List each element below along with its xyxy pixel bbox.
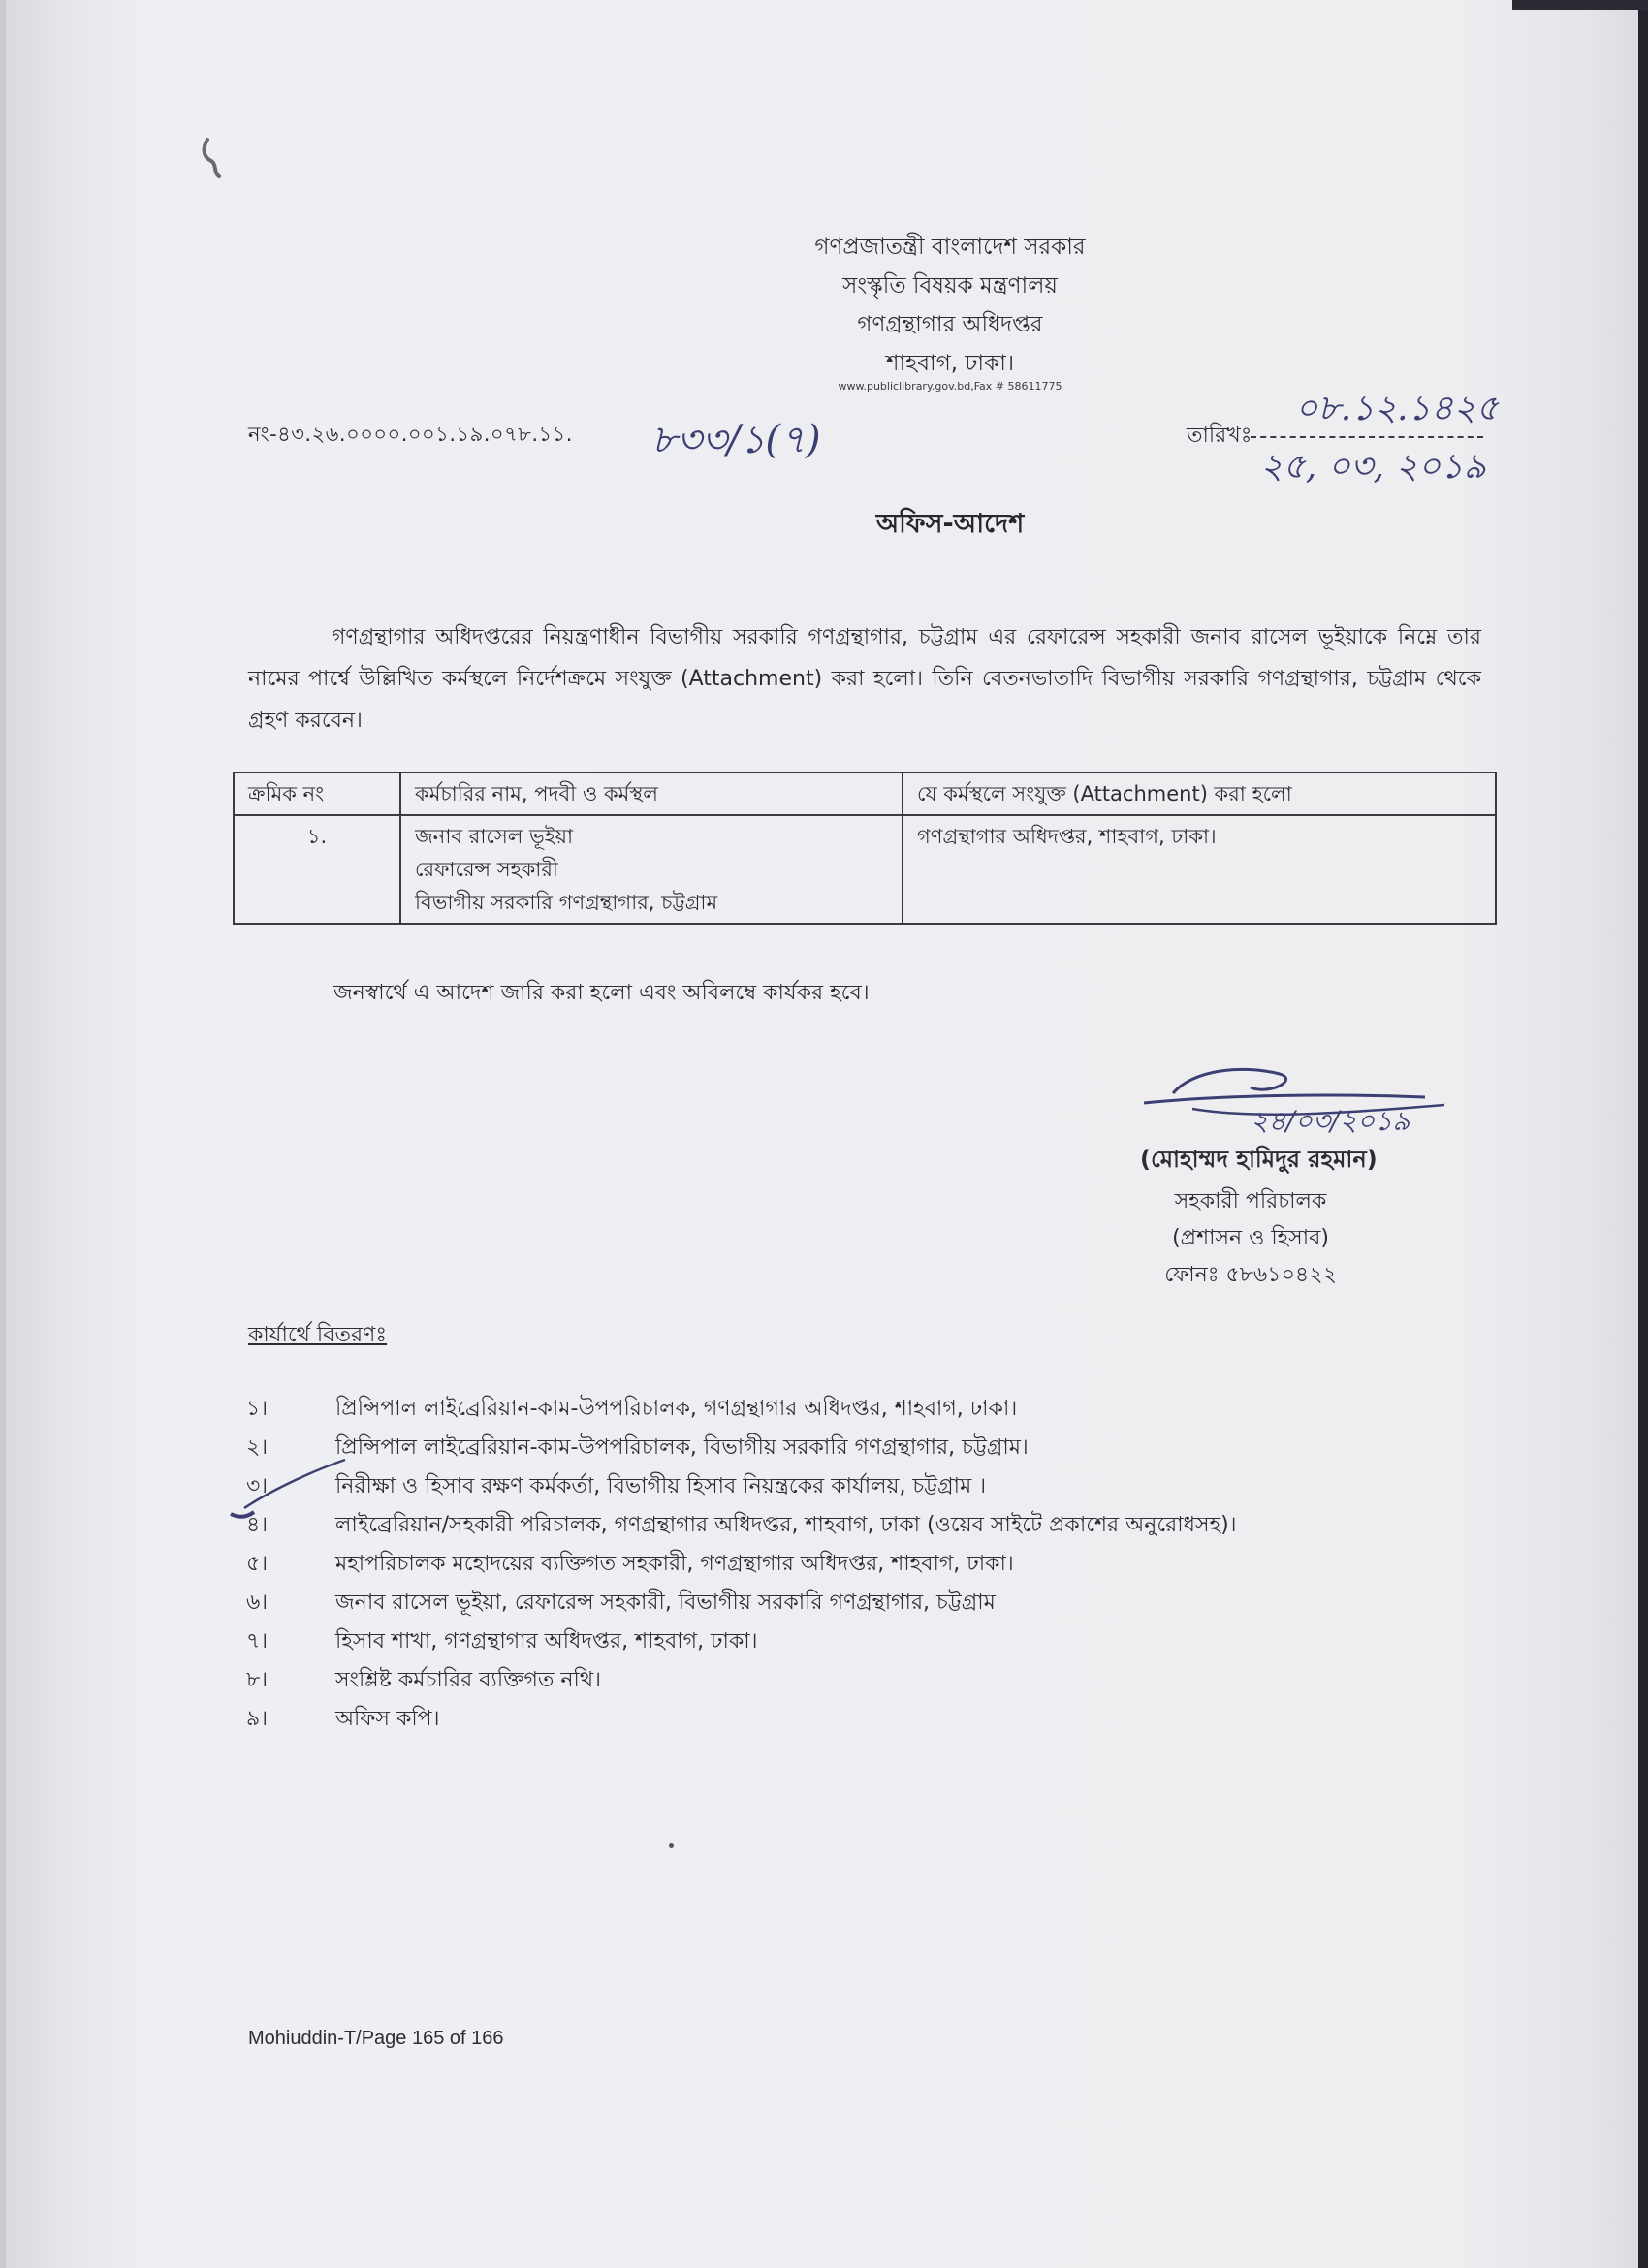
page-footer: Mohiuddin-T/Page 165 of 166 xyxy=(248,2028,504,2049)
list-item: ৩। নিরীক্ষা ও হিসাব রক্ষণ কর্মকর্তা, বিভাগীয় হিসাব নিয়ন্ত্রকের কার্যালয়, চট্টগ্রাম । xyxy=(246,1474,987,1498)
handwritten-tick-mark xyxy=(229,1454,364,1541)
memo-number-handwritten: ৮৩৩/১(৭) xyxy=(651,418,821,462)
signatory-designation: সহকারী পরিচালক xyxy=(1174,1189,1327,1213)
signatory-phone: ফোনঃ ৫৮৬১০৪২২ xyxy=(1164,1263,1337,1287)
scan-top-edge xyxy=(1512,0,1648,10)
employee-designation: রেফারেন্স সহকারী xyxy=(415,858,558,881)
table-header-employee: কর্মচারির নাম, পদবী ও কর্মস্থল xyxy=(400,772,903,815)
closing-statement: জনস্বার্থে এ আদেশ জারি করা হলো এবং অবিলম্বে কার্যকর হবে। xyxy=(333,981,870,1005)
document-title: অফিস-আদেশ xyxy=(875,509,1025,539)
header-website-fax: www.publiclibrary.gov.bd,Fax # 58611775 xyxy=(838,380,1062,393)
table-row xyxy=(234,815,1496,924)
signatory-name: (মোহাম্মদ হামিদুর রহমান) xyxy=(1140,1146,1378,1173)
list-item: ৮। সংশ্লিষ্ট কর্মচারির ব্যক্তিগত নথি। xyxy=(246,1668,601,1692)
staple-mark xyxy=(200,136,227,180)
header-department: গণগ্রন্থাগার অধিদপ্তর xyxy=(857,312,1043,337)
date-dotted-line xyxy=(1251,436,1483,438)
header-government: গণপ্রজাতন্ত্রী বাংলাদেশ সরকার xyxy=(814,235,1086,260)
scan-left-edge xyxy=(0,0,6,2268)
employee-name: জনাব রাসেল ভূইয়া xyxy=(415,825,574,848)
date-handwritten-bangla: ০৮.১২.১৪২৫ xyxy=(1295,389,1499,428)
table-cell-serial: ১. xyxy=(234,815,400,924)
table-cell-attached-to: গণগ্রন্থাগার অধিদপ্তর, শাহবাগ, ঢাকা। xyxy=(903,815,1496,924)
date-handwritten-gregorian: ২৫, ০৩, ২০১৯ xyxy=(1260,447,1486,487)
employee-workplace: বিভাগীয় সরকারি গণগ্রন্থাগার, চট্টগ্রাম xyxy=(415,891,718,914)
signatory-section: (প্রশাসন ও হিসাব) xyxy=(1172,1226,1329,1250)
scan-right-edge xyxy=(1638,0,1648,2268)
list-item: ৭। হিসাব শাখা, গণগ্রন্থাগার অধিদপ্তর, শাহবাগ, ঢাকা। xyxy=(246,1629,758,1654)
distribution-heading: কার্যার্থে বিতরণঃ xyxy=(248,1323,388,1347)
order-body xyxy=(248,616,1481,741)
list-item: ১। প্রিন্সিপাল লাইব্রেরিয়ান-কাম-উপপরিচালক, গণগ্রন্থাগার অধিদপ্তর, শাহবাগ, ঢাকা। xyxy=(246,1397,1018,1421)
list-item: ৯। অফিস কপি। xyxy=(246,1707,440,1731)
signature xyxy=(1134,1051,1454,1144)
table-header-serial: ক্রমিক নং xyxy=(234,772,400,815)
list-item: ৫। মহাপরিচালক মহোদয়ের ব্যক্তিগত সহকারী, গণগ্রন্থাগার অধিদপ্তর, শাহবাগ, ঢাকা। xyxy=(246,1552,1014,1576)
date-label: তারিখঃ xyxy=(1187,424,1252,448)
table-header-attached: যে কর্মস্থলে সংযুক্ত (Attachment) করা হলো xyxy=(903,772,1496,815)
signature-date: ২৪/০৩/২০১৯ xyxy=(1251,1105,1410,1137)
table-header-row xyxy=(234,772,1496,815)
list-item: ৬। জনাব রাসেল ভূইয়া, রেফারেন্স সহকারী, বিভাগীয় সরকারি গণগ্রন্থাগার, চট্টগ্রাম xyxy=(246,1591,996,1615)
table-cell-employee xyxy=(400,815,903,924)
list-item: ২। প্রিন্সিপাল লাইব্রেরিয়ান-কাম-উপপরিচালক, বিভাগীয় সরকারি গণগ্রন্থাগার, চট্টগ্রাম। xyxy=(246,1435,1029,1460)
scan-speck xyxy=(669,1843,674,1848)
header-ministry: সংস্কৃতি বিষয়ক মন্ত্রণালয় xyxy=(842,273,1058,299)
attachment-table xyxy=(233,772,1497,925)
list-item: ৪। লাইব্রেরিয়ান/সহকারী পরিচালক, গণগ্রন্থাগার অধিদপ্তর, শাহবাগ, ঢাকা (ওয়েব সাইটে প্রকাশের অনুরোধসহ)। xyxy=(246,1513,1237,1537)
order-body-text: গণগ্রন্থাগার অধিদপ্তরের নিয়ন্ত্রণাধীন বিভাগীয় সরকারি গণগ্রন্থাগার, চট্টগ্রাম এর রেফারেন্স সহকারী জনাব রাসেল ভূইয়াকে নিম্নে তার নামের পার্শ্বে উল্লিখিত কর্মস্থলে নির্দেশক্রমে সংযুক্ত (Attachment) করা হলো। তিনি বেতনভাতাদি বিভাগীয় সরকারি গণগ্রন্থাগার, চট্টগ্রাম থেকে গ্রহণ করবেন। xyxy=(248,625,1481,733)
memo-number: নং-৪৩.২৬.০০০০.০০১.১৯.০৭৮.১১. xyxy=(248,423,573,446)
header-address: শাহবাগ, ঢাকা। xyxy=(885,351,1015,376)
